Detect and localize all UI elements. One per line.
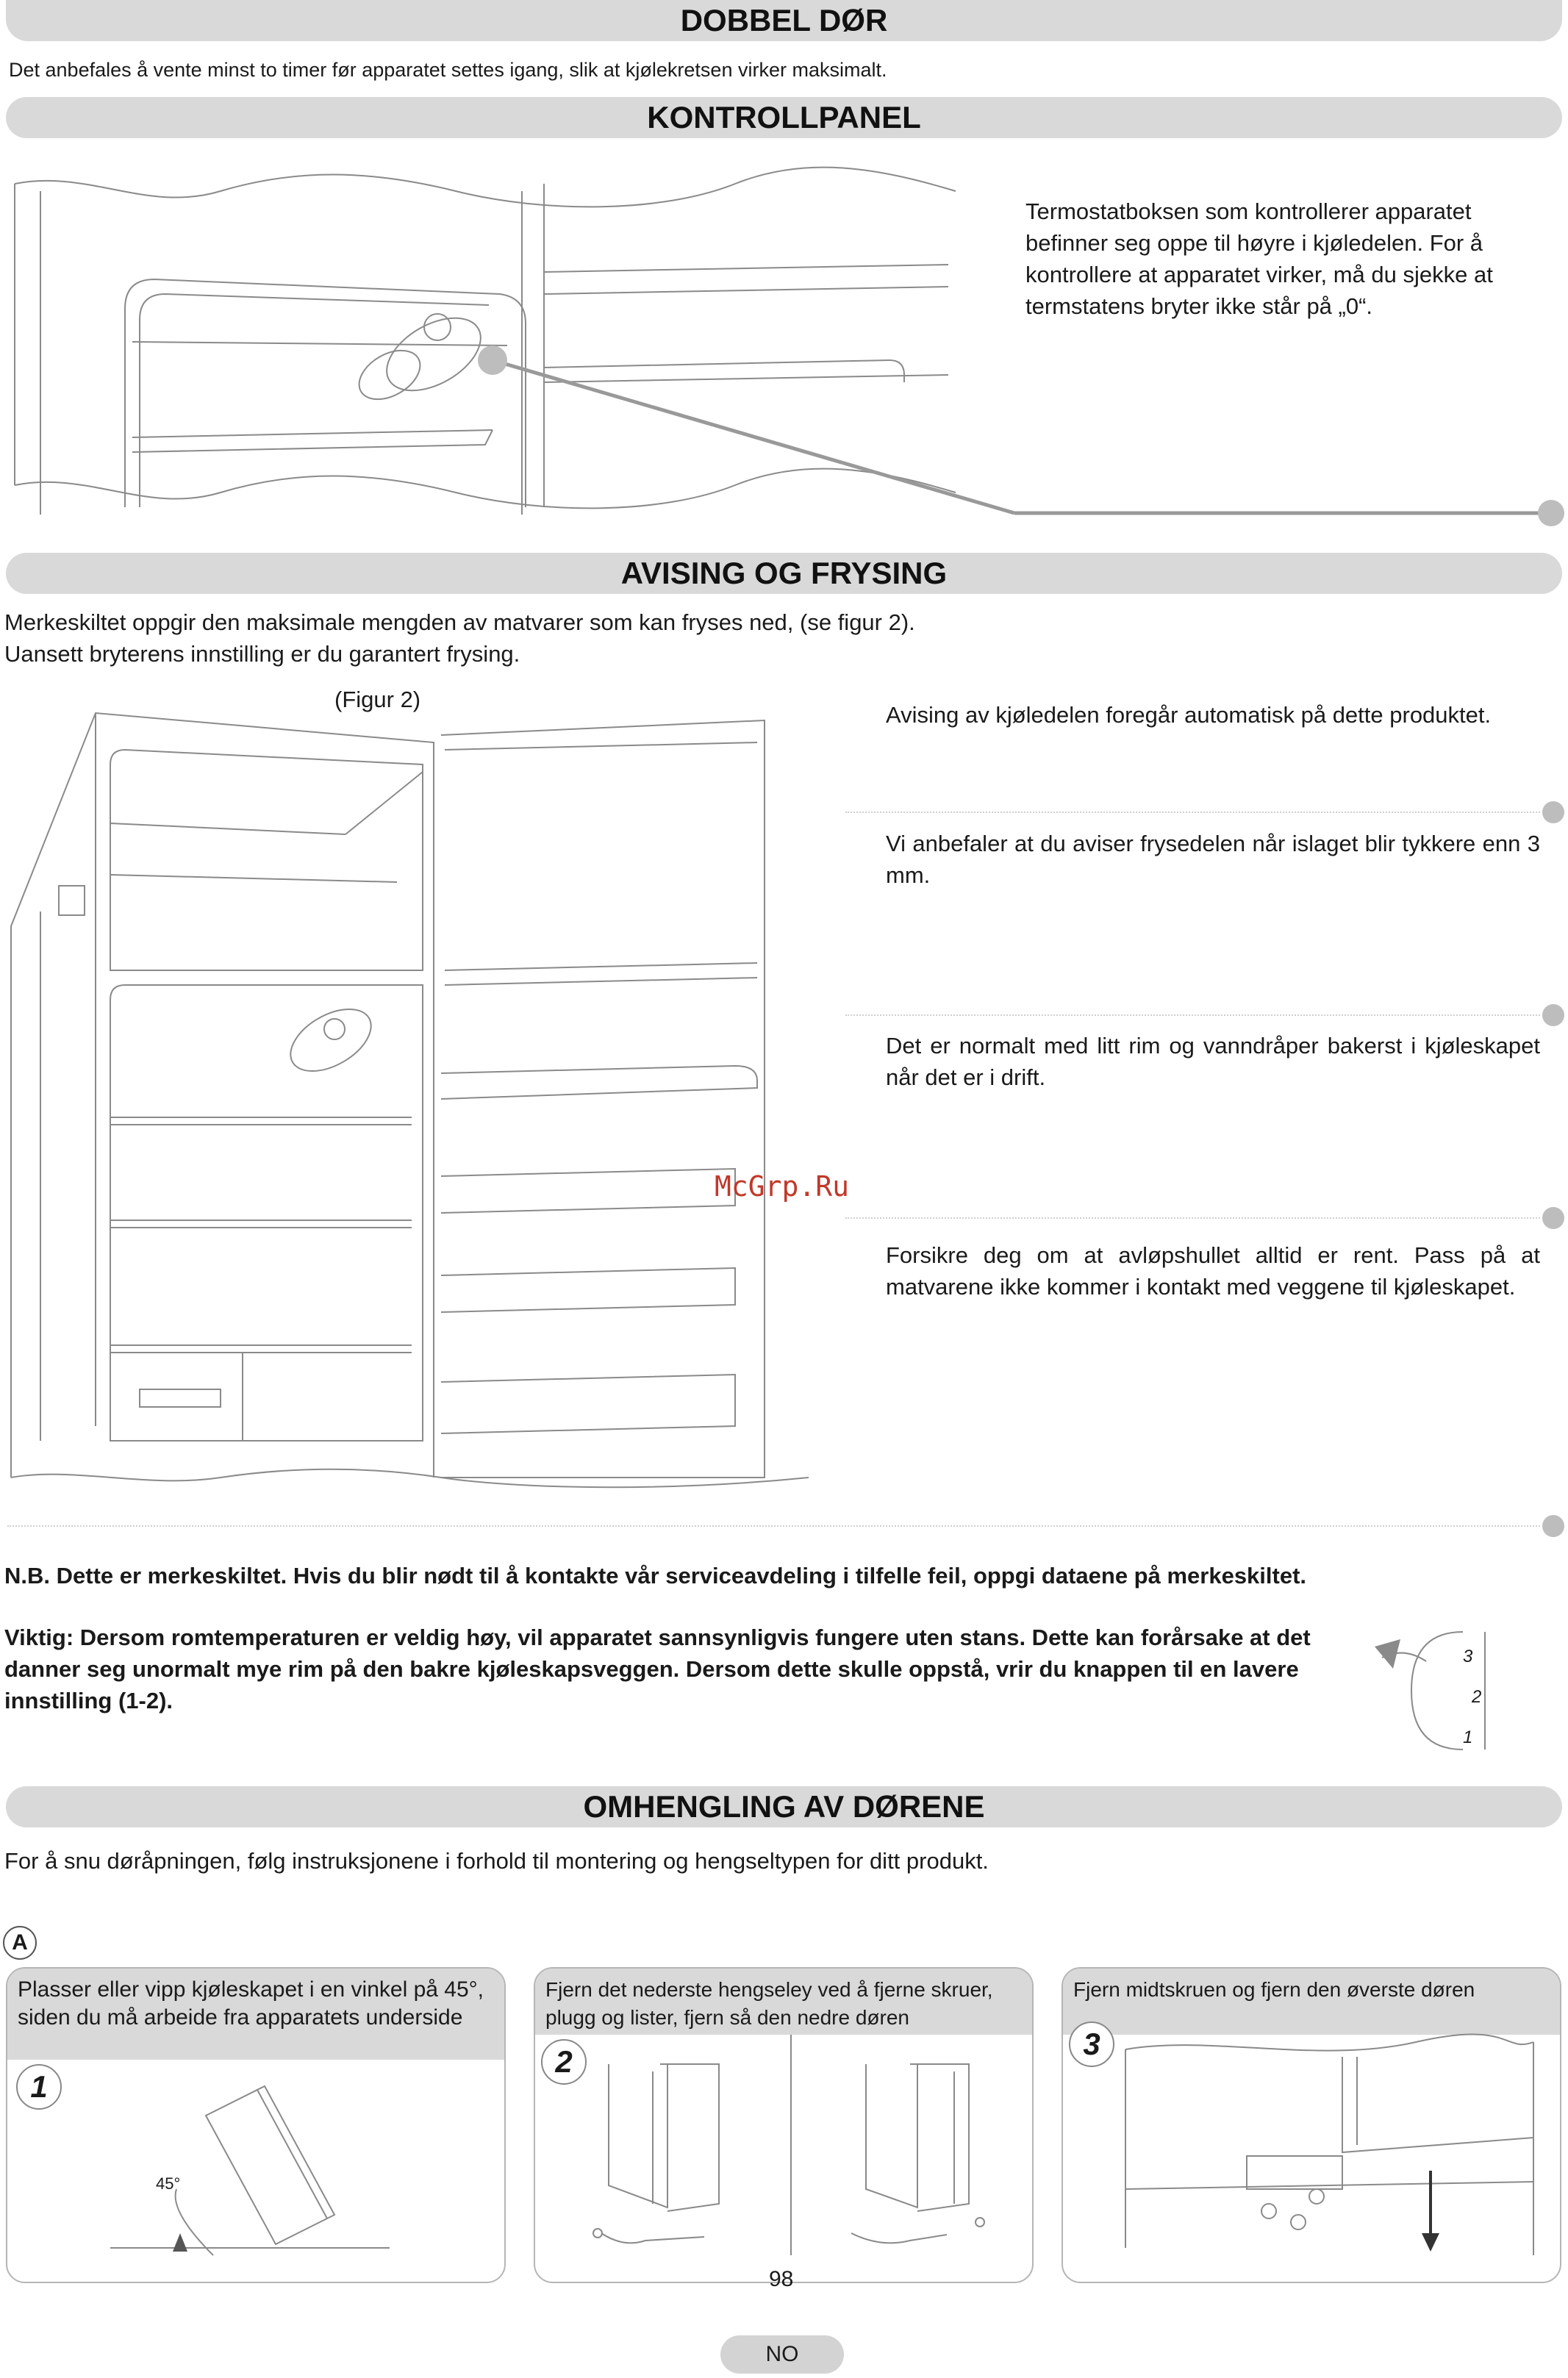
angle-label: 45° (156, 2174, 181, 2193)
middle-hinge-illustration (1063, 1969, 1560, 2282)
note-bullet (1542, 1004, 1564, 1026)
fridge-illustration (0, 706, 882, 1514)
section-header-omhengling (6, 1786, 1562, 1827)
note-separator (845, 1217, 1540, 1219)
note-bullet (1542, 1515, 1564, 1537)
omhengling-text: For å snu døråpningen, følg instruksjonene i forhold til montering og hengseltypen for ditt produkt. (4, 1848, 989, 1874)
note-bullet (1542, 1207, 1564, 1229)
step-3-text: Fjern midtskruen og fjern den øverste døren (1073, 1978, 1475, 2001)
step-1-number: 1 (16, 2064, 62, 2110)
avising-intro-2: Uansett bryterens innstilling er du garantert frysing. (4, 641, 520, 667)
language-label: NO (765, 2342, 799, 2366)
figure-label: (Figur 2) (334, 687, 421, 712)
dial-mark-3: 3 (1463, 1647, 1473, 1666)
page-number: 98 (769, 2267, 794, 2291)
note-separator (845, 1014, 1540, 1016)
section-header-avising (6, 553, 1562, 594)
step-2-text: Fjern det nederste hengseley ved å fjerne skruer, plugg og lister, fjern så den nedre døren (545, 1978, 993, 2029)
avising-note-1: Avising av kjøledelen foregår automatisk på dette produktet. (886, 702, 1492, 728)
lower-hinge-illustration (535, 1969, 1032, 2282)
watermark: McGrp.Ru (715, 1170, 850, 1203)
section-title: AVISING OG FRYSING (620, 556, 948, 590)
note-separator (7, 1525, 1540, 1527)
step-2-number: 2 (541, 2039, 587, 2085)
tilted-fridge-illustration (7, 1969, 504, 2282)
section-header-dobbel-dor (6, 0, 1562, 41)
dobbel-dor-text: Det anbefales å vente minst to timer før apparatet settes igang, slik at kjølekretsen virker maksimalt. (9, 59, 887, 81)
section-title: DOBBEL DØR (680, 3, 888, 37)
note-bullet (1542, 801, 1564, 823)
step-3-number: 3 (1069, 2021, 1114, 2067)
section-header-kontrollpanel (6, 97, 1562, 138)
step-1-text: Plasser eller vipp kjøleskapet i en vinkel på 45°, siden du må arbeide fra apparatets underside (18, 1977, 484, 2030)
nb-text: N.B. Dette er merkeskiltet. Hvis du blir nødt til å kontakte vår serviceavdeling i tilfelle feil, oppgi dataene på merkeskiltet. (4, 1563, 1307, 1589)
section-title: KONTROLLPANEL (647, 100, 921, 135)
section-title: OMHENGLING AV DØRENE (583, 1789, 985, 1824)
step-panel-1 (6, 1967, 506, 2283)
step-panel-3 (1062, 1967, 1561, 2283)
avising-note-3: Det er normalt med litt rim og vanndråper bakerst i kjøleskapet når det er i drift. (886, 1033, 1540, 1090)
dial-mark-2: 2 (1472, 1687, 1482, 1707)
avising-note-2: Vi anbefaler at du aviser frysedelen når islaget blir tykkere enn 3 mm. (886, 831, 1540, 888)
note-separator (845, 812, 1540, 813)
language-tab (720, 2335, 844, 2374)
marker-a (3, 1926, 37, 1960)
marker-a-label: A (12, 1930, 28, 1955)
thermostat-dial (1367, 1617, 1544, 1764)
kontrollpanel-text: Termostatboksen som kontrollerer apparatet befinner seg oppe til høyre i kjøledelen. For å kontrollere at apparatet virker, må du sjekke at termstatens bryter ikke står på „0“. (1025, 198, 1493, 319)
avising-intro-1: Merkeskiltet oppgir den maksimale mengden av matvarer som kan fryses ned, (se figur 2). (4, 609, 915, 635)
viktig-text: Viktig: Dersom romtemperaturen er veldig høy, vil apparatet sannsynligvis fungere uten stans. Dette kan forårsake at det danner seg unormalt mye rim på den bakre kjøleskapsveggen. Dersom dette skulle oppstå, vrir du knappen til en lavere innstilling (1-2). (4, 1625, 1311, 1713)
step-panel-2 (534, 1967, 1034, 2283)
dial-mark-1: 1 (1463, 1727, 1473, 1747)
avising-note-4: Forsikre deg om at avløpshullet alltid er rent. Pass på at matvarene ikke kommer i kontakt med veggene til kjøleskapet. (886, 1242, 1540, 1300)
